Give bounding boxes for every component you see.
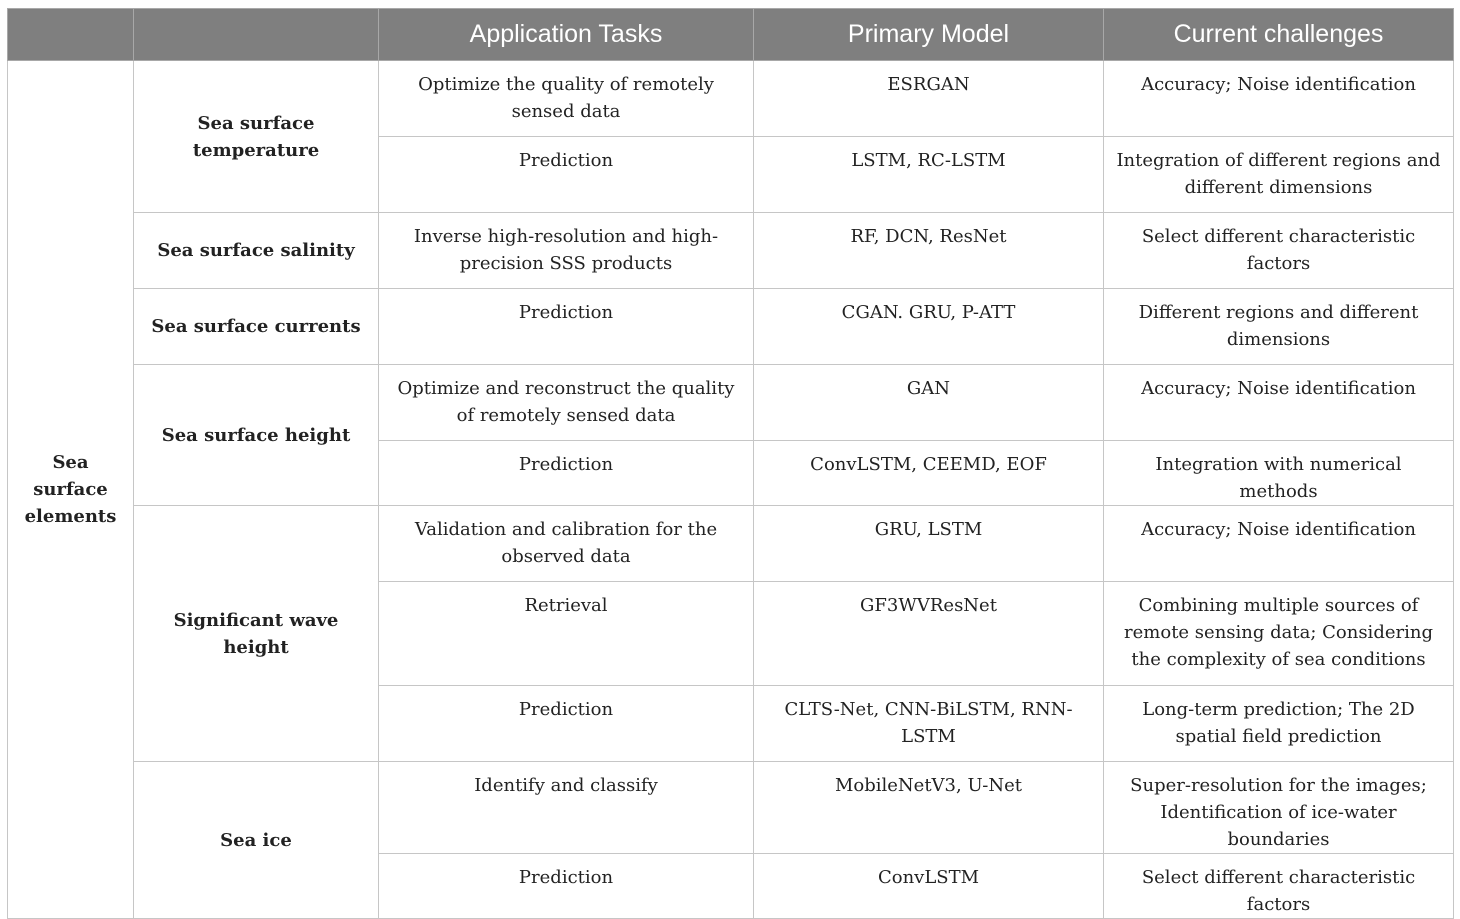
table-row	[8, 506, 1454, 582]
task-cell: Prediction	[379, 137, 754, 213]
model-cell: ConvLSTM, CEEMD, EOF	[754, 441, 1104, 506]
header-group	[8, 9, 134, 61]
model-cell: ConvLSTM	[754, 854, 1104, 919]
task-cell: Prediction	[379, 289, 754, 365]
element-name: Sea ice	[134, 762, 379, 919]
table-row	[8, 61, 1454, 137]
group-label: Sea surface elements	[8, 61, 134, 919]
challenge-cell: Long-term prediction; The 2D spatial field prediction	[1104, 686, 1454, 762]
challenge-cell: Integration of different regions and different dimensions	[1104, 137, 1454, 213]
sea-surface-ml-table	[7, 8, 1454, 919]
element-name: Sea surface temperature	[134, 61, 379, 213]
task-cell: Prediction	[379, 854, 754, 919]
table-row	[8, 365, 1454, 441]
table-row	[8, 213, 1454, 289]
model-cell: GF3WVResNet	[754, 582, 1104, 686]
table-container	[7, 8, 1453, 915]
challenge-cell: Integration with numerical methods	[1104, 441, 1454, 506]
challenge-cell: Different regions and different dimensions	[1104, 289, 1454, 365]
task-cell: Identify and classify	[379, 762, 754, 854]
model-cell: CGAN. GRU, P-ATT	[754, 289, 1104, 365]
table-row	[8, 762, 1454, 854]
challenge-cell: Accuracy; Noise identification	[1104, 61, 1454, 137]
challenge-cell: Accuracy; Noise identification	[1104, 365, 1454, 441]
header-current-challenges: Current challenges	[1104, 9, 1454, 61]
model-cell: GRU, LSTM	[754, 506, 1104, 582]
table-row	[8, 289, 1454, 365]
header-element	[134, 9, 379, 61]
model-cell: MobileNetV3, U-Net	[754, 762, 1104, 854]
task-cell: Optimize the quality of remotely sensed data	[379, 61, 754, 137]
challenge-cell: Super-resolution for the images; Identification of ice-water boundaries	[1104, 762, 1454, 854]
task-cell: Inverse high-resolution and high-precision SSS products	[379, 213, 754, 289]
task-cell: Prediction	[379, 441, 754, 506]
task-cell: Prediction	[379, 686, 754, 762]
challenge-cell: Select different characteristic factors	[1104, 854, 1454, 919]
header-primary-model: Primary Model	[754, 9, 1104, 61]
header-application-tasks: Application Tasks	[379, 9, 754, 61]
element-name: Sea surface salinity	[134, 213, 379, 289]
model-cell: CLTS-Net, CNN-BiLSTM, RNN-LSTM	[754, 686, 1104, 762]
model-cell: LSTM, RC-LSTM	[754, 137, 1104, 213]
element-name: Sea surface currents	[134, 289, 379, 365]
element-name: Sea surface height	[134, 365, 379, 506]
challenge-cell: Select different characteristic factors	[1104, 213, 1454, 289]
challenge-cell: Accuracy; Noise identification	[1104, 506, 1454, 582]
model-cell: ESRGAN	[754, 61, 1104, 137]
model-cell: RF, DCN, ResNet	[754, 213, 1104, 289]
element-name: Significant wave height	[134, 506, 379, 762]
model-cell: GAN	[754, 365, 1104, 441]
task-cell: Optimize and reconstruct the quality of remotely sensed data	[379, 365, 754, 441]
task-cell: Validation and calibration for the observed data	[379, 506, 754, 582]
challenge-cell: Combining multiple sources of remote sensing data; Considering the complexity of sea conditions	[1104, 582, 1454, 686]
task-cell: Retrieval	[379, 582, 754, 686]
header-row	[8, 9, 1454, 61]
